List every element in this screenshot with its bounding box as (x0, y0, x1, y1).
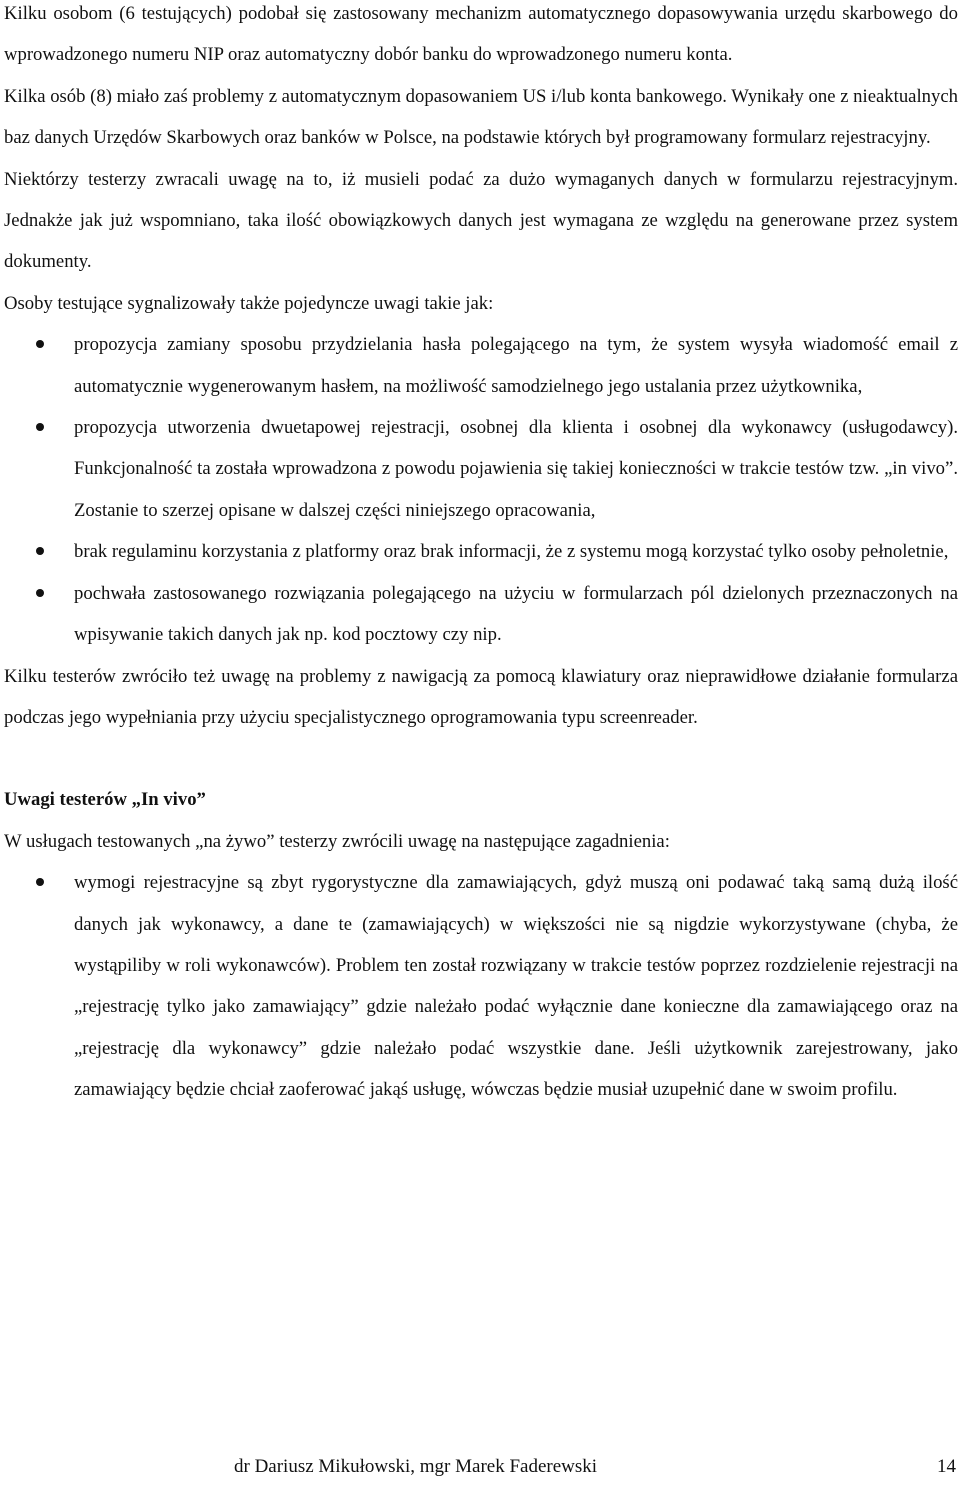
bullet-icon (36, 423, 44, 431)
section-heading: Uwagi testerów „In vivo” (4, 789, 206, 811)
footer-authors: dr Dariusz Mikułowski, mgr Marek Faderewski (234, 1456, 598, 1477)
remarks-list (4, 324, 958, 655)
list-item (4, 407, 958, 531)
list-item (4, 324, 958, 407)
list-item-text: propozycja zamiany sposobu przydzielania hasła polegającego na tym, że system wysyła wiadomość email z automatycznie wygenerowanym hasłem, na możliwość samodzielnego jego ustalania przez użytkownika, (74, 334, 958, 397)
bullet-icon (36, 547, 44, 555)
list-item (4, 862, 958, 1110)
list-item (4, 531, 958, 572)
paragraph-keyboard-navigation: Kilku testerów zwróciło też uwagę na problemy z nawigacją za pomocą klawiatury oraz nieprawidłowe działanie formularza podczas jego wypełniania przy użyciu specjalistycznego oprogramowania typu screenreader. (4, 665, 958, 728)
section-intro: W usługach testowanych „na żywo” testerzy zwrócili uwagę na następujące zagadnienia: (4, 830, 670, 852)
document-page (4, 0, 958, 1111)
list-item (4, 573, 958, 656)
list-item-text: brak regulaminu korzystania z platformy oraz brak informacji, że z systemu mogą korzystać tylko osoby pełnoletnie, (74, 541, 949, 563)
bullet-icon (36, 878, 44, 886)
page-number: 14 (937, 1456, 956, 1477)
paragraph-single-remarks: Osoby testujące sygnalizowały także pojedyncze uwagi takie jak: (4, 292, 494, 314)
paragraph-nip-matching: Kilku osobom (6 testujących) podobał się zastosowany mechanizm automatycznego dopasowywania urzędu skarbowego do wprowadzonego numeru NIP oraz automatyczny dobór banku do wprowadzonego numeru konta. (4, 3, 958, 66)
bullet-icon (36, 589, 44, 597)
list-item-text: propozycja utworzenia dwuetapowej rejestracji, osobnej dla klienta i osobnej dla wykonawcy (usługodawcy). Funkcjonalność ta została wprowadzona z powodu pojawienia się takiej konieczności w trakcie testów tzw. „in vivo”. Zostanie to szerzej opisane w dalszej części niniejszego opracowania, (74, 417, 958, 521)
paragraph-required-data: Niektórzy testerzy zwracali uwagę na to, iż musieli podać za dużo wymaganych danych w formularzu rejestracyjnym. Jednakże jak już wspomniano, taka ilość obowiązkowych danych jest wymagana ze względu na generowane przez system dokumenty. (4, 168, 958, 273)
paragraph-matching-problems: Kilka osób (8) miało zaś problemy z automatycznym dopasowaniem US i/lub konta bankowego. Wynikały one z nieaktualnych baz danych Urzędów Skarbowych oraz banków w Polsce, na podstawie których był programowany formularz rejestracyjny. (4, 85, 958, 149)
bullet-icon (36, 340, 44, 348)
list-item-text: wymogi rejestracyjne są zbyt rygorystyczne dla zamawiających, gdyż muszą oni podawać taką samą dużą ilość danych jak wykonawcy, a dane te (zamawiających) w większości nie są nigdzie wykorzystywane (chyba, że wystąpiliby w roli wykonawców). Problem ten został rozwiązany w trakcie testów poprzez rozdzielenie rejestracji na „rejestrację tylko jako zamawiający” gdzie należało podać wyłącznie dane konieczne dla zamawiającego oraz na „rejestrację dla wykonawcy” gdzie należało podać wszystkie dane. Jeśli użytkownik zarejestrowany, jako zamawiający będzie chciał zaoferować jakąś usługę, wówczas będzie musiał uzupełnić dane w swoim profilu. (74, 872, 958, 1101)
list-item-text: pochwała zastosowanego rozwiązania polegającego na użyciu w formularzach pól dzielonych przeznaczonych na wpisywanie takich danych jak np. kod pocztowy czy nip. (74, 582, 958, 646)
in-vivo-list (4, 862, 958, 1110)
section-spacer (4, 738, 958, 779)
